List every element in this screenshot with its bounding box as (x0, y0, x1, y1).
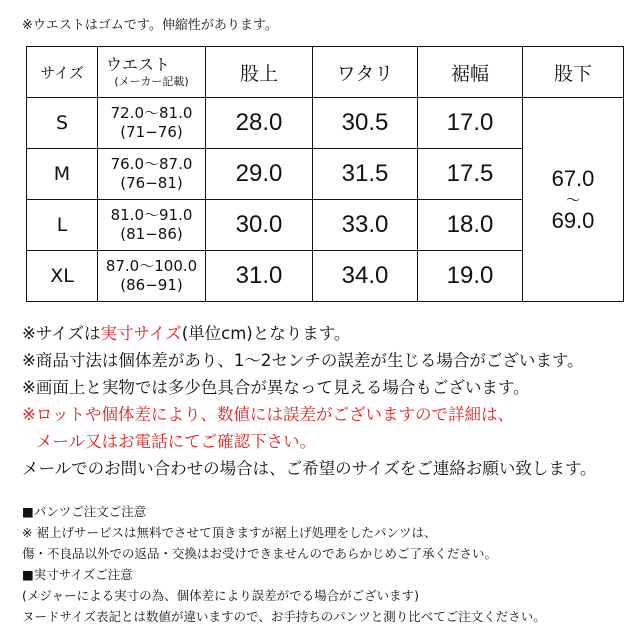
header-size: サイズ (27, 47, 98, 98)
rise-cell: 30.0 (206, 200, 313, 251)
thigh-cell: 30.5 (313, 98, 418, 149)
inseam-to: 69.0 (551, 207, 595, 233)
note-color: ※画面上と実物では多少色具合が異なって見える場合もございます。 (22, 378, 530, 397)
table-row (27, 98, 624, 149)
header-waist (98, 47, 206, 98)
waist-maker-value: (76−81) (120, 174, 183, 192)
header-thigh: ワタリ (313, 47, 418, 98)
note-unit-pre: ※サイズは (22, 324, 101, 343)
header-hem: 裾幅 (418, 47, 523, 98)
inseam-cell (523, 98, 624, 302)
waist-value: 72.0〜81.0 (110, 104, 193, 122)
caution-pants-heading: ■パンツご注文ご注意 (22, 504, 147, 519)
header-inseam: 股下 (523, 47, 624, 98)
note-unit (22, 320, 350, 344)
note-lot-warning: ※ロットや個体差により、数値には誤差がございますので詳細は、 (22, 405, 514, 424)
size-cell: L (27, 200, 98, 251)
header-rise: 股上 (206, 47, 313, 98)
waist-value: 81.0〜91.0 (110, 206, 193, 224)
hem-cell: 17.5 (418, 149, 523, 200)
caution-hemming: ※ 裾上げサービスは無料でさせて頂きますが裾上げ処理をしたパンツは、 (22, 525, 437, 540)
hem-cell: 18.0 (418, 200, 523, 251)
header-waist-label: ウエスト (106, 55, 171, 74)
table-header-row (27, 47, 624, 98)
note-unit-red: 実寸サイズ (100, 324, 182, 343)
size-cell: S (27, 98, 98, 149)
thigh-cell: 34.0 (313, 251, 418, 302)
rise-cell: 28.0 (206, 98, 313, 149)
header-waist-sub: (メーカー記載) (114, 75, 189, 88)
waist-maker-value: (81−86) (120, 225, 183, 243)
waist-cell (98, 98, 206, 149)
caution-measure-heading: ■実寸サイズご注意 (22, 567, 133, 582)
waist-maker-value: (86−91) (120, 276, 183, 294)
size-cell: M (27, 149, 98, 200)
note-tolerance: ※商品寸法は個体差があり、1〜2センチの誤差が生じる場合がございます。 (22, 351, 584, 370)
waist-cell (98, 149, 206, 200)
waist-maker-value: (71−76) (120, 123, 183, 141)
thigh-cell: 31.5 (313, 149, 418, 200)
rise-cell: 29.0 (206, 149, 313, 200)
waist-value: 87.0〜100.0 (105, 257, 198, 275)
caution-returns: 傷・不良品以外での返品・交換はお受けできませんのであらかじめご了承ください。 (22, 546, 498, 561)
note-email: メールでのお問い合わせの場合は、ご希望のサイズをご連絡お願い致します。 (22, 459, 597, 478)
rise-cell: 31.0 (206, 251, 313, 302)
waist-value: 76.0〜87.0 (110, 155, 193, 173)
inseam-separator: 〜 (566, 191, 580, 208)
caution-nude-size: ヌードサイズ表記とは数値が違いますので、お手持ちのパンツと測り比べてご注文ください。 (22, 609, 546, 624)
hem-cell: 17.0 (418, 98, 523, 149)
hem-cell: 19.0 (418, 251, 523, 302)
waist-elastic-note: ※ウエストはゴムです。伸縮性があります。 (22, 18, 278, 33)
caution-measure-note: (メジャーによる実寸の為、個体差により誤差がでる場合がございます) (22, 588, 420, 603)
waist-cell (98, 200, 206, 251)
size-cell: XL (27, 251, 98, 302)
waist-cell (98, 251, 206, 302)
size-table (26, 46, 624, 302)
thigh-cell: 33.0 (313, 200, 418, 251)
note-unit-post: (単位cm)となります。 (181, 324, 351, 343)
inseam-from: 67.0 (551, 165, 595, 191)
note-contact-warning: メール又はお電話にてご確認下さい。 (36, 432, 317, 451)
